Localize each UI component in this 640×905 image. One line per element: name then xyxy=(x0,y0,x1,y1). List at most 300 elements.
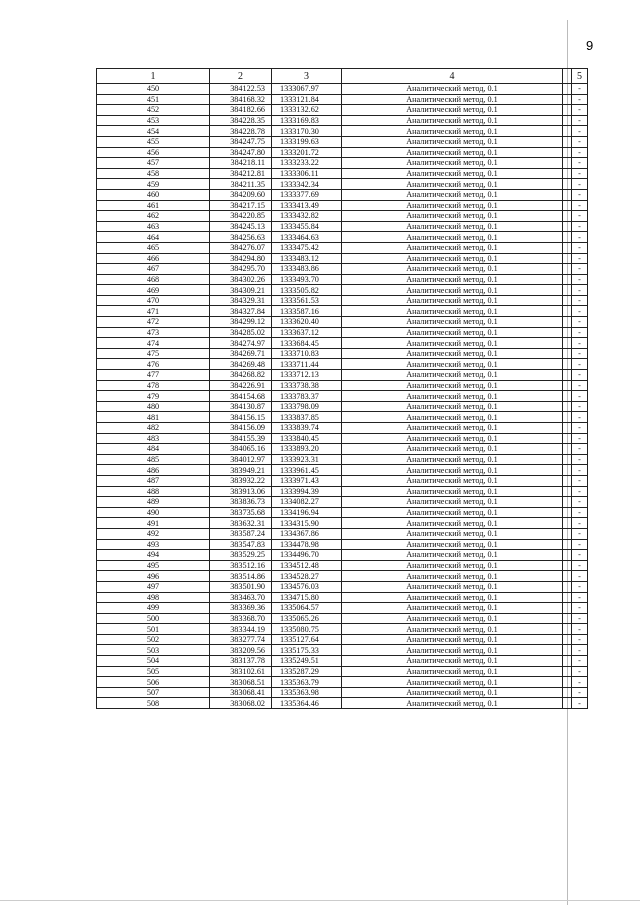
table-row xyxy=(97,317,588,328)
spacer-cell xyxy=(563,221,572,232)
method-cell: Аналитический метод, 0.1 xyxy=(342,189,563,200)
y-coordinate-cell: 1333201.72 xyxy=(272,147,342,158)
col5-cell: - xyxy=(572,518,588,529)
table-row xyxy=(97,94,588,105)
y-coordinate-cell: 1333587.16 xyxy=(272,306,342,317)
col5-cell: - xyxy=(572,306,588,317)
y-coordinate-cell: 1333455.84 xyxy=(272,221,342,232)
spacer-cell xyxy=(563,211,572,222)
col5-cell: - xyxy=(572,613,588,624)
point-number-cell: 492 xyxy=(97,528,210,539)
table-row xyxy=(97,465,588,476)
x-coordinate-cell: 384256.63 xyxy=(210,232,272,243)
col5-cell: - xyxy=(572,666,588,677)
spacer-cell xyxy=(563,94,572,105)
spacer-cell xyxy=(563,677,572,688)
col5-cell: - xyxy=(572,560,588,571)
spacer-cell xyxy=(563,327,572,338)
method-cell: Аналитический метод, 0.1 xyxy=(342,698,563,709)
x-coordinate-cell: 384309.21 xyxy=(210,285,272,296)
table-row xyxy=(97,115,588,126)
y-coordinate-cell: 1333342.34 xyxy=(272,179,342,190)
table-row xyxy=(97,592,588,603)
col5-cell: - xyxy=(572,338,588,349)
table-row xyxy=(97,168,588,179)
x-coordinate-cell: 383102.61 xyxy=(210,666,272,677)
header-col-3: 3 xyxy=(272,69,342,84)
y-coordinate-cell: 1333377.69 xyxy=(272,189,342,200)
col5-cell: - xyxy=(572,317,588,328)
col5-cell: - xyxy=(572,359,588,370)
y-coordinate-cell: 1333798.09 xyxy=(272,401,342,412)
x-coordinate-cell: 384302.26 xyxy=(210,274,272,285)
x-coordinate-cell: 384228.78 xyxy=(210,126,272,137)
point-number-cell: 502 xyxy=(97,634,210,645)
y-coordinate-cell: 1333233.22 xyxy=(272,158,342,169)
table-row xyxy=(97,677,588,688)
table-row xyxy=(97,507,588,518)
point-number-cell: 460 xyxy=(97,189,210,200)
method-cell: Аналитический метод, 0.1 xyxy=(342,115,563,126)
method-cell: Аналитический метод, 0.1 xyxy=(342,444,563,455)
method-cell: Аналитический метод, 0.1 xyxy=(342,94,563,105)
x-coordinate-cell: 384065.16 xyxy=(210,444,272,455)
table-row xyxy=(97,497,588,508)
method-cell: Аналитический метод, 0.1 xyxy=(342,200,563,211)
table-row xyxy=(97,486,588,497)
y-coordinate-cell: 1333994.39 xyxy=(272,486,342,497)
table-row xyxy=(97,285,588,296)
y-coordinate-cell: 1333840.45 xyxy=(272,433,342,444)
point-number-cell: 451 xyxy=(97,94,210,105)
col5-cell: - xyxy=(572,687,588,698)
spacer-cell xyxy=(563,486,572,497)
point-number-cell: 471 xyxy=(97,306,210,317)
table-row xyxy=(97,624,588,635)
y-coordinate-cell: 1334367.86 xyxy=(272,528,342,539)
table-row xyxy=(97,634,588,645)
spacer-cell xyxy=(563,507,572,518)
point-number-cell: 480 xyxy=(97,401,210,412)
y-coordinate-cell: 1333132.62 xyxy=(272,105,342,116)
col5-cell: - xyxy=(572,412,588,423)
table-row xyxy=(97,475,588,486)
col5-cell: - xyxy=(572,571,588,582)
method-cell: Аналитический метод, 0.1 xyxy=(342,232,563,243)
y-coordinate-cell: 1333483.86 xyxy=(272,264,342,275)
x-coordinate-cell: 384211.35 xyxy=(210,179,272,190)
y-coordinate-cell: 1333306.11 xyxy=(272,168,342,179)
col5-cell: - xyxy=(572,126,588,137)
method-cell: Аналитический метод, 0.1 xyxy=(342,338,563,349)
method-cell: Аналитический метод, 0.1 xyxy=(342,306,563,317)
col5-cell: - xyxy=(572,179,588,190)
x-coordinate-cell: 383514.86 xyxy=(210,571,272,582)
x-coordinate-cell: 383949.21 xyxy=(210,465,272,476)
point-number-cell: 493 xyxy=(97,539,210,550)
method-cell: Аналитический метод, 0.1 xyxy=(342,518,563,529)
x-coordinate-cell: 383369.36 xyxy=(210,603,272,614)
col5-cell: - xyxy=(572,136,588,147)
y-coordinate-cell: 1333711.44 xyxy=(272,359,342,370)
spacer-cell xyxy=(563,634,572,645)
method-cell: Аналитический метод, 0.1 xyxy=(342,528,563,539)
point-number-cell: 485 xyxy=(97,454,210,465)
table-row xyxy=(97,179,588,190)
spacer-cell xyxy=(563,518,572,529)
point-number-cell: 455 xyxy=(97,136,210,147)
x-coordinate-cell: 384245.13 xyxy=(210,221,272,232)
spacer-cell xyxy=(563,645,572,656)
point-number-cell: 508 xyxy=(97,698,210,709)
y-coordinate-cell: 1333413.49 xyxy=(272,200,342,211)
col5-cell: - xyxy=(572,253,588,264)
x-coordinate-cell: 383137.78 xyxy=(210,656,272,667)
method-cell: Аналитический метод, 0.1 xyxy=(342,274,563,285)
method-cell: Аналитический метод, 0.1 xyxy=(342,327,563,338)
spacer-cell xyxy=(563,475,572,486)
spacer-cell xyxy=(563,115,572,126)
method-cell: Аналитический метод, 0.1 xyxy=(342,433,563,444)
y-coordinate-cell: 1333637.12 xyxy=(272,327,342,338)
y-coordinate-cell: 1335364.46 xyxy=(272,698,342,709)
col5-cell: - xyxy=(572,634,588,645)
x-coordinate-cell: 384228.35 xyxy=(210,115,272,126)
col5-cell: - xyxy=(572,486,588,497)
method-cell: Аналитический метод, 0.1 xyxy=(342,656,563,667)
point-number-cell: 457 xyxy=(97,158,210,169)
table-row xyxy=(97,581,588,592)
y-coordinate-cell: 1333067.97 xyxy=(272,84,342,95)
table-row xyxy=(97,274,588,285)
method-cell: Аналитический метод, 0.1 xyxy=(342,581,563,592)
y-coordinate-cell: 1333923.31 xyxy=(272,454,342,465)
x-coordinate-cell: 384218.11 xyxy=(210,158,272,169)
point-number-cell: 472 xyxy=(97,317,210,328)
y-coordinate-cell: 1333169.83 xyxy=(272,115,342,126)
y-coordinate-cell: 1333710.83 xyxy=(272,348,342,359)
y-coordinate-cell: 1335287.29 xyxy=(272,666,342,677)
table-row xyxy=(97,200,588,211)
table-row xyxy=(97,666,588,677)
method-cell: Аналитический метод, 0.1 xyxy=(342,253,563,264)
point-number-cell: 490 xyxy=(97,507,210,518)
x-coordinate-cell: 384285.02 xyxy=(210,327,272,338)
spacer-cell xyxy=(563,581,572,592)
point-number-cell: 456 xyxy=(97,147,210,158)
col5-cell: - xyxy=(572,168,588,179)
x-coordinate-cell: 384182.66 xyxy=(210,105,272,116)
method-cell: Аналитический метод, 0.1 xyxy=(342,634,563,645)
header-col-2: 2 xyxy=(210,69,272,84)
spacer-cell xyxy=(563,550,572,561)
y-coordinate-cell: 1334315.90 xyxy=(272,518,342,529)
y-coordinate-cell: 1333738.38 xyxy=(272,380,342,391)
method-cell: Аналитический метод, 0.1 xyxy=(342,645,563,656)
col5-cell: - xyxy=(572,211,588,222)
y-coordinate-cell: 1333475.42 xyxy=(272,242,342,253)
method-cell: Аналитический метод, 0.1 xyxy=(342,147,563,158)
col5-cell: - xyxy=(572,698,588,709)
point-number-cell: 503 xyxy=(97,645,210,656)
point-number-cell: 452 xyxy=(97,105,210,116)
point-number-cell: 469 xyxy=(97,285,210,296)
y-coordinate-cell: 1333893.20 xyxy=(272,444,342,455)
y-coordinate-cell: 1333493.70 xyxy=(272,274,342,285)
method-cell: Аналитический метод, 0.1 xyxy=(342,624,563,635)
x-coordinate-cell: 384155.39 xyxy=(210,433,272,444)
col5-cell: - xyxy=(572,94,588,105)
col5-cell: - xyxy=(572,189,588,200)
point-number-cell: 459 xyxy=(97,179,210,190)
x-coordinate-cell: 384294.80 xyxy=(210,253,272,264)
point-number-cell: 453 xyxy=(97,115,210,126)
col5-cell: - xyxy=(572,327,588,338)
spacer-cell xyxy=(563,401,572,412)
spacer-cell xyxy=(563,179,572,190)
method-cell: Аналитический метод, 0.1 xyxy=(342,136,563,147)
point-number-cell: 489 xyxy=(97,497,210,508)
col5-cell: - xyxy=(572,581,588,592)
y-coordinate-cell: 1333121.84 xyxy=(272,94,342,105)
method-cell: Аналитический метод, 0.1 xyxy=(342,126,563,137)
x-coordinate-cell: 384122.53 xyxy=(210,84,272,95)
x-coordinate-cell: 383529.25 xyxy=(210,550,272,561)
table-row xyxy=(97,539,588,550)
method-cell: Аналитический метод, 0.1 xyxy=(342,412,563,423)
spacer-cell xyxy=(563,338,572,349)
x-coordinate-cell: 384209.60 xyxy=(210,189,272,200)
spacer-cell xyxy=(563,613,572,624)
col5-cell: - xyxy=(572,158,588,169)
x-coordinate-cell: 384226.91 xyxy=(210,380,272,391)
y-coordinate-cell: 1333837.85 xyxy=(272,412,342,423)
point-number-cell: 475 xyxy=(97,348,210,359)
spacer-cell xyxy=(563,370,572,381)
spacer-cell xyxy=(563,168,572,179)
point-number-cell: 464 xyxy=(97,232,210,243)
y-coordinate-cell: 1334512.48 xyxy=(272,560,342,571)
y-coordinate-cell: 1335127.64 xyxy=(272,634,342,645)
method-cell: Аналитический метод, 0.1 xyxy=(342,264,563,275)
spacer-cell xyxy=(563,359,572,370)
y-coordinate-cell: 1335363.98 xyxy=(272,687,342,698)
table-row xyxy=(97,189,588,200)
table-row xyxy=(97,221,588,232)
method-cell: Аналитический метод, 0.1 xyxy=(342,359,563,370)
x-coordinate-cell: 383735.68 xyxy=(210,507,272,518)
spacer-cell xyxy=(563,560,572,571)
header-col-1: 1 xyxy=(97,69,210,84)
point-number-cell: 466 xyxy=(97,253,210,264)
method-cell: Аналитический метод, 0.1 xyxy=(342,285,563,296)
method-cell: Аналитический метод, 0.1 xyxy=(342,242,563,253)
col5-cell: - xyxy=(572,475,588,486)
col5-cell: - xyxy=(572,285,588,296)
x-coordinate-cell: 383068.51 xyxy=(210,677,272,688)
coordinates-table xyxy=(96,68,588,709)
coordinates-table-container xyxy=(96,68,588,709)
method-cell: Аналитический метод, 0.1 xyxy=(342,666,563,677)
spacer-cell xyxy=(563,454,572,465)
table-row xyxy=(97,423,588,434)
col5-cell: - xyxy=(572,497,588,508)
spacer-cell xyxy=(563,285,572,296)
x-coordinate-cell: 384154.68 xyxy=(210,391,272,402)
table-row xyxy=(97,147,588,158)
spacer-cell xyxy=(563,391,572,402)
table-row xyxy=(97,338,588,349)
table-row xyxy=(97,550,588,561)
point-number-cell: 463 xyxy=(97,221,210,232)
point-number-cell: 474 xyxy=(97,338,210,349)
y-coordinate-cell: 1333561.53 xyxy=(272,295,342,306)
point-number-cell: 481 xyxy=(97,412,210,423)
x-coordinate-cell: 383512.16 xyxy=(210,560,272,571)
y-coordinate-cell: 1334496.70 xyxy=(272,550,342,561)
spacer-cell xyxy=(563,497,572,508)
table-row xyxy=(97,327,588,338)
y-coordinate-cell: 1333961.45 xyxy=(272,465,342,476)
x-coordinate-cell: 383344.19 xyxy=(210,624,272,635)
x-coordinate-cell: 384012.97 xyxy=(210,454,272,465)
y-coordinate-cell: 1335175.33 xyxy=(272,645,342,656)
y-coordinate-cell: 1333712.13 xyxy=(272,370,342,381)
y-coordinate-cell: 1333971.43 xyxy=(272,475,342,486)
point-number-cell: 473 xyxy=(97,327,210,338)
col5-cell: - xyxy=(572,507,588,518)
table-row xyxy=(97,656,588,667)
method-cell: Аналитический метод, 0.1 xyxy=(342,475,563,486)
x-coordinate-cell: 384274.97 xyxy=(210,338,272,349)
spacer-cell xyxy=(563,253,572,264)
col5-cell: - xyxy=(572,147,588,158)
table-row xyxy=(97,359,588,370)
method-cell: Аналитический метод, 0.1 xyxy=(342,295,563,306)
header-col-4: 4 xyxy=(342,69,563,84)
point-number-cell: 487 xyxy=(97,475,210,486)
table-body xyxy=(97,84,588,709)
col5-cell: - xyxy=(572,105,588,116)
spacer-cell xyxy=(563,603,572,614)
point-number-cell: 465 xyxy=(97,242,210,253)
method-cell: Аналитический метод, 0.1 xyxy=(342,105,563,116)
table-row xyxy=(97,370,588,381)
point-number-cell: 504 xyxy=(97,656,210,667)
y-coordinate-cell: 1335080.75 xyxy=(272,624,342,635)
spacer-cell xyxy=(563,528,572,539)
col5-cell: - xyxy=(572,401,588,412)
method-cell: Аналитический метод, 0.1 xyxy=(342,497,563,508)
table-row xyxy=(97,571,588,582)
spacer-cell xyxy=(563,274,572,285)
col5-cell: - xyxy=(572,391,588,402)
spacer-cell xyxy=(563,242,572,253)
method-cell: Аналитический метод, 0.1 xyxy=(342,179,563,190)
point-number-cell: 488 xyxy=(97,486,210,497)
x-coordinate-cell: 383932.22 xyxy=(210,475,272,486)
col5-cell: - xyxy=(572,454,588,465)
x-coordinate-cell: 384212.81 xyxy=(210,168,272,179)
point-number-cell: 495 xyxy=(97,560,210,571)
method-cell: Аналитический метод, 0.1 xyxy=(342,603,563,614)
col5-cell: - xyxy=(572,242,588,253)
spacer-cell xyxy=(563,687,572,698)
y-coordinate-cell: 1334196.94 xyxy=(272,507,342,518)
method-cell: Аналитический метод, 0.1 xyxy=(342,613,563,624)
x-coordinate-cell: 383836.73 xyxy=(210,497,272,508)
point-number-cell: 484 xyxy=(97,444,210,455)
x-coordinate-cell: 383209.56 xyxy=(210,645,272,656)
y-coordinate-cell: 1335249.51 xyxy=(272,656,342,667)
method-cell: Аналитический метод, 0.1 xyxy=(342,84,563,95)
col5-cell: - xyxy=(572,200,588,211)
table-row xyxy=(97,613,588,624)
method-cell: Аналитический метод, 0.1 xyxy=(342,592,563,603)
col5-cell: - xyxy=(572,592,588,603)
table-row xyxy=(97,698,588,709)
point-number-cell: 477 xyxy=(97,370,210,381)
page-number: 9 xyxy=(586,38,594,53)
method-cell: Аналитический метод, 0.1 xyxy=(342,507,563,518)
spacer-cell xyxy=(563,264,572,275)
method-cell: Аналитический метод, 0.1 xyxy=(342,539,563,550)
method-cell: Аналитический метод, 0.1 xyxy=(342,486,563,497)
point-number-cell: 494 xyxy=(97,550,210,561)
x-coordinate-cell: 384269.71 xyxy=(210,348,272,359)
table-row xyxy=(97,444,588,455)
method-cell: Аналитический метод, 0.1 xyxy=(342,348,563,359)
table-row xyxy=(97,433,588,444)
table-row xyxy=(97,211,588,222)
table-row xyxy=(97,295,588,306)
table-row xyxy=(97,348,588,359)
y-coordinate-cell: 1333783.37 xyxy=(272,391,342,402)
y-coordinate-cell: 1335363.79 xyxy=(272,677,342,688)
col5-cell: - xyxy=(572,603,588,614)
method-cell: Аналитический метод, 0.1 xyxy=(342,560,563,571)
x-coordinate-cell: 384247.75 xyxy=(210,136,272,147)
point-number-cell: 486 xyxy=(97,465,210,476)
spacer-cell xyxy=(563,200,572,211)
col5-cell: - xyxy=(572,232,588,243)
table-row xyxy=(97,687,588,698)
spacer-cell xyxy=(563,348,572,359)
point-number-cell: 478 xyxy=(97,380,210,391)
x-coordinate-cell: 384247.80 xyxy=(210,147,272,158)
header-spacer xyxy=(563,69,572,84)
y-coordinate-cell: 1333483.12 xyxy=(272,253,342,264)
table-header-row xyxy=(97,69,588,84)
point-number-cell: 450 xyxy=(97,84,210,95)
x-coordinate-cell: 383587.24 xyxy=(210,528,272,539)
spacer-cell xyxy=(563,698,572,709)
x-coordinate-cell: 384130.87 xyxy=(210,401,272,412)
method-cell: Аналитический метод, 0.1 xyxy=(342,391,563,402)
header-col-5: 5 xyxy=(572,69,588,84)
spacer-cell xyxy=(563,571,572,582)
table-row xyxy=(97,306,588,317)
x-coordinate-cell: 383463.70 xyxy=(210,592,272,603)
col5-cell: - xyxy=(572,528,588,539)
point-number-cell: 467 xyxy=(97,264,210,275)
x-coordinate-cell: 383368.70 xyxy=(210,613,272,624)
table-row xyxy=(97,412,588,423)
x-coordinate-cell: 383068.02 xyxy=(210,698,272,709)
spacer-cell xyxy=(563,412,572,423)
point-number-cell: 500 xyxy=(97,613,210,624)
x-coordinate-cell: 384269.48 xyxy=(210,359,272,370)
